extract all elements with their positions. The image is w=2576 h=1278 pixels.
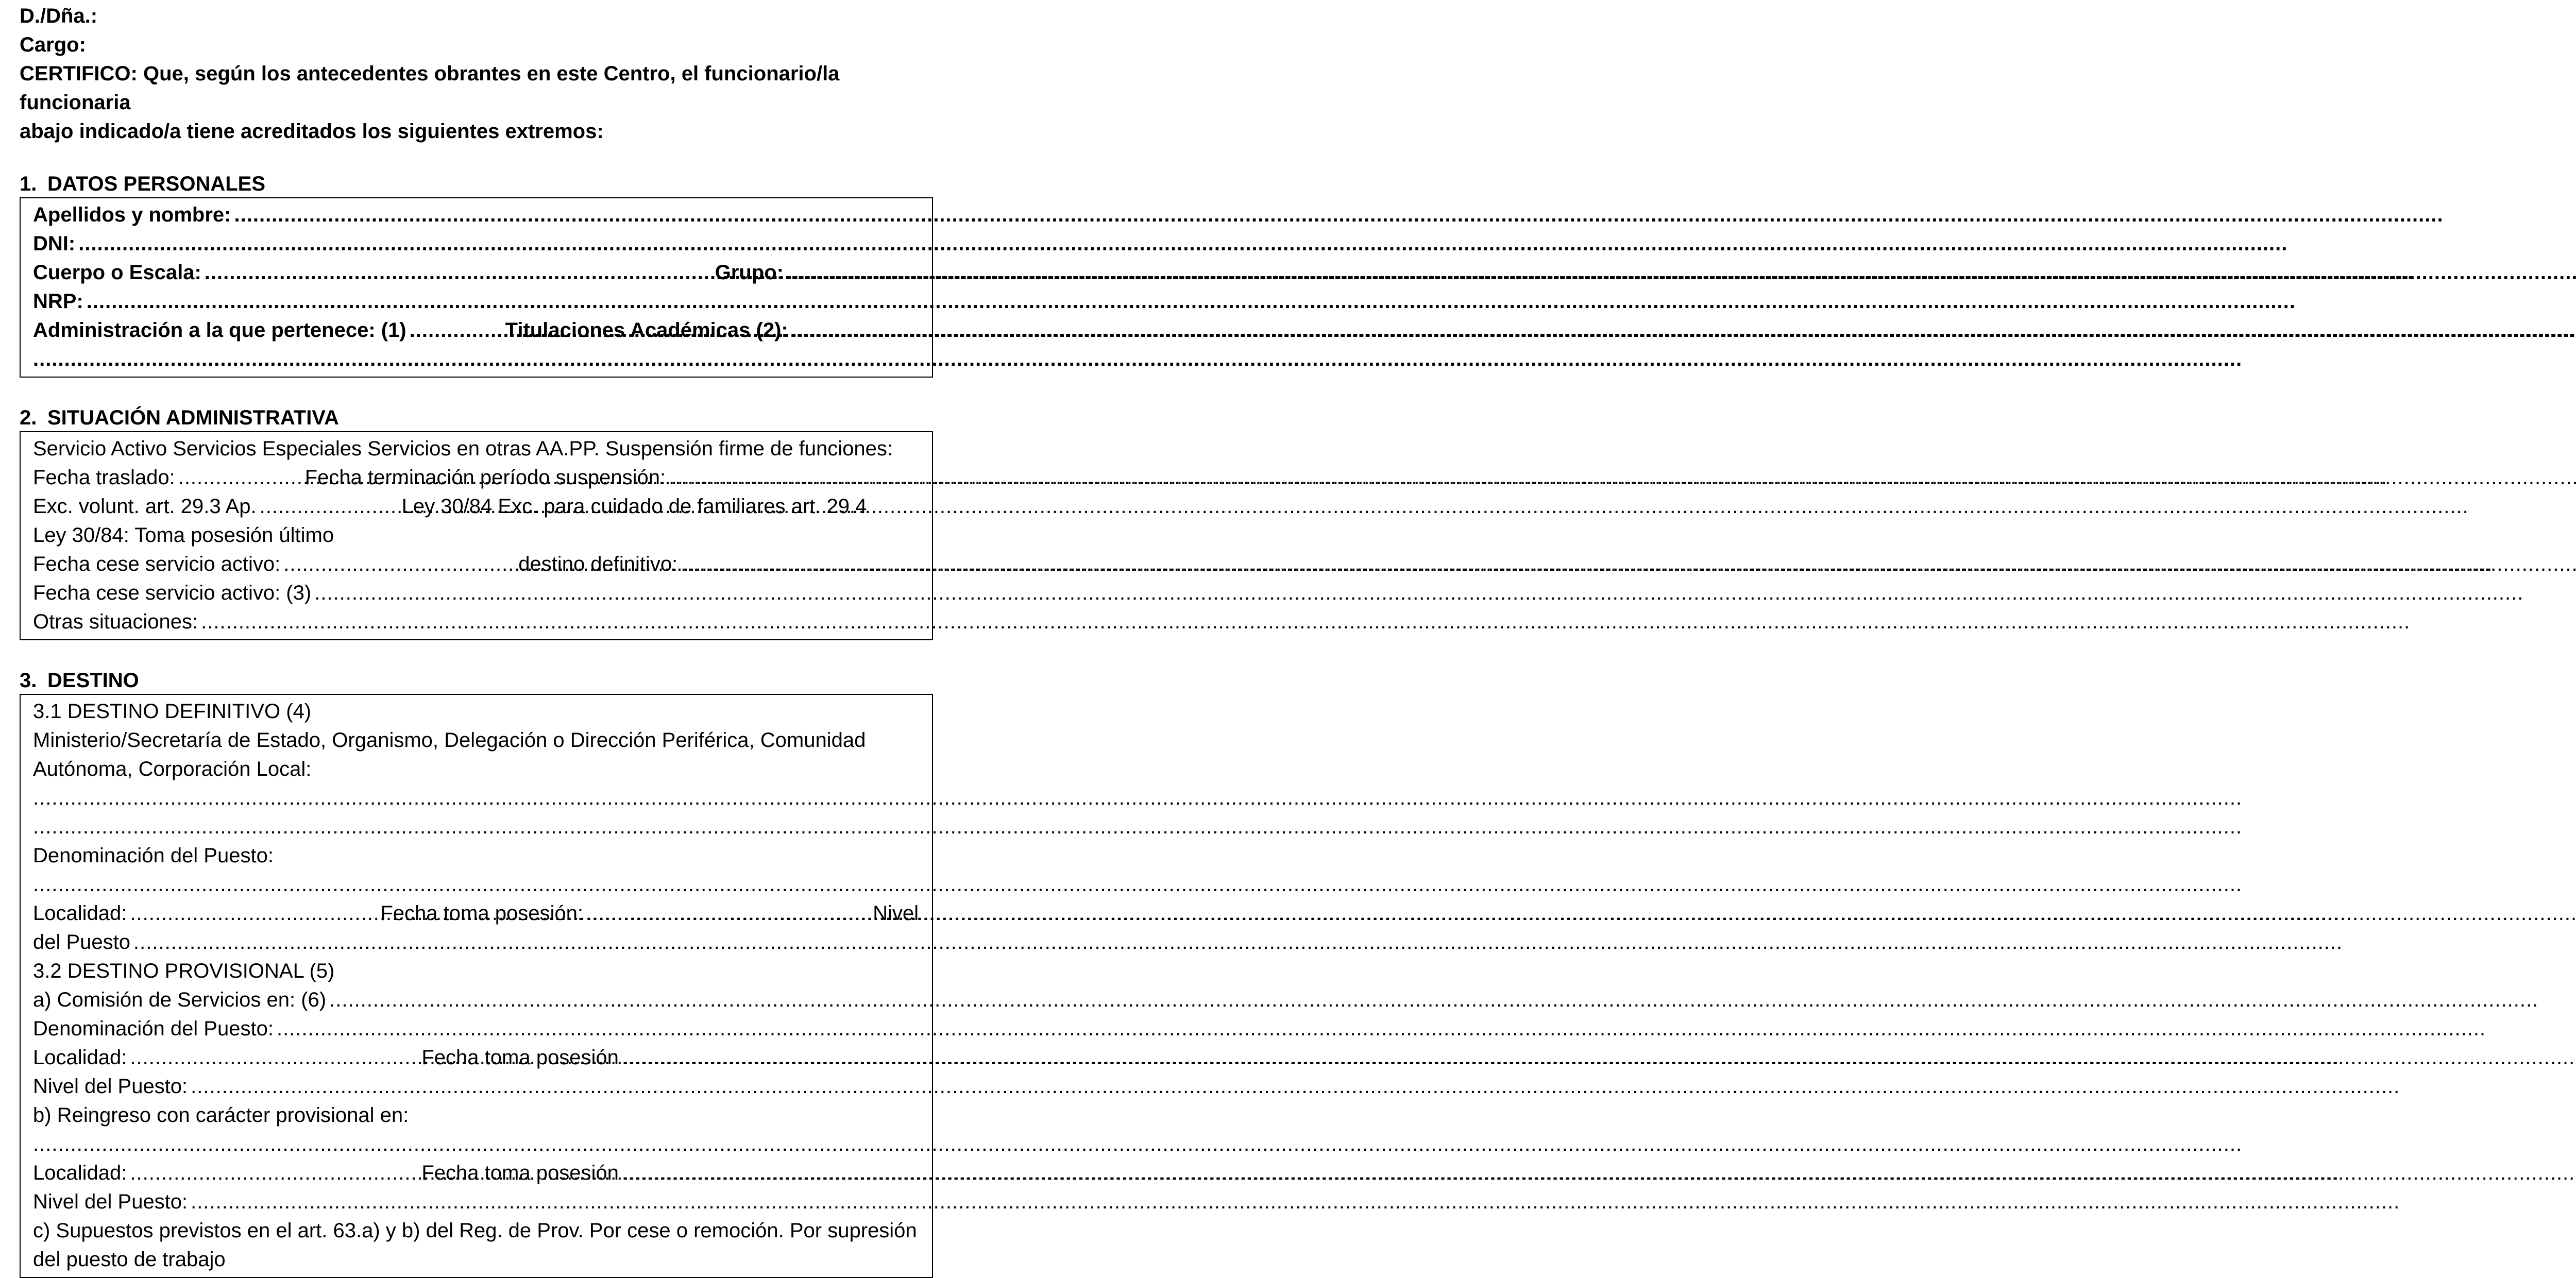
cese-2-row bbox=[33, 578, 919, 607]
nivel-reing-field[interactable] bbox=[191, 1187, 623, 1216]
fecha-toma-def-label: Fecha toma posesión: bbox=[380, 902, 583, 925]
nivel-prov-label: Nivel del Puesto: bbox=[33, 1075, 188, 1098]
fecha-toma-def-field[interactable] bbox=[586, 899, 870, 928]
datos-personales-box bbox=[20, 197, 933, 378]
nivel-prov-row bbox=[33, 1072, 919, 1101]
apellidos-field[interactable] bbox=[234, 200, 916, 229]
nivel-reing-label: Nivel del Puesto: bbox=[33, 1190, 188, 1213]
localidad-prov-field[interactable] bbox=[130, 1043, 418, 1072]
fecha-toma-prov-label: Fecha toma posesión bbox=[421, 1046, 619, 1069]
cese-2-label: Fecha cese servicio activo: (3) bbox=[33, 582, 312, 604]
cese-1-field[interactable] bbox=[283, 550, 515, 578]
destino-definitivo-title: 3.1 DESTINO DEFINITIVO (4) bbox=[33, 700, 312, 723]
administracion-row bbox=[33, 316, 919, 345]
administracion-field[interactable] bbox=[410, 316, 502, 345]
nivel-reing-row bbox=[33, 1187, 919, 1216]
denominacion-prov-label: Denominación del Puesto: bbox=[33, 1017, 274, 1040]
certifico-line-1: CERTIFICO: Que, según los antecedentes obrantes en este Centro, el funcionario/la funcionaria bbox=[20, 62, 840, 114]
nrp-label: NRP: bbox=[33, 290, 83, 313]
grupo-label: Grupo: bbox=[715, 261, 784, 284]
situacion-administrativa-box bbox=[20, 431, 933, 640]
ley-toma-label: Ley 30/84: Toma posesión último bbox=[33, 524, 334, 547]
destino-definitivo-label: destino definitivo: bbox=[518, 553, 678, 575]
cuerpo-label: Cuerpo o Escala: bbox=[33, 261, 201, 284]
dni-row bbox=[33, 229, 919, 258]
fecha-toma-reing-field[interactable] bbox=[622, 1158, 916, 1187]
cese-1-label: Fecha cese servicio activo: bbox=[33, 553, 281, 575]
nrp-row bbox=[33, 287, 919, 316]
ministerio-field-1[interactable] bbox=[33, 783, 916, 812]
traslado-row bbox=[33, 463, 919, 492]
section-3-number: 3. bbox=[20, 669, 37, 692]
apellidos-label: Apellidos y nombre: bbox=[33, 203, 231, 226]
fecha-toma-prov-field[interactable] bbox=[622, 1043, 916, 1072]
section-1-title: DATOS PERSONALES bbox=[47, 173, 266, 195]
cargo-label: Cargo: bbox=[20, 33, 86, 56]
denominacion-field[interactable] bbox=[33, 870, 916, 899]
comision-label: a) Comisión de Servicios en: (6) bbox=[33, 989, 327, 1011]
destino-definitivo-field[interactable] bbox=[681, 550, 916, 578]
reingreso-label: b) Reingreso con carácter provisional en: bbox=[33, 1104, 409, 1127]
situaciones-row bbox=[33, 434, 919, 463]
section-2-number: 2. bbox=[20, 406, 37, 429]
nrp-field[interactable] bbox=[87, 287, 916, 316]
section-3-heading bbox=[20, 667, 933, 694]
otras-label: Otras situaciones: bbox=[33, 610, 198, 633]
otras-row bbox=[33, 607, 919, 636]
dni-label: DNI: bbox=[33, 232, 76, 255]
ley-toma-row bbox=[33, 521, 919, 550]
traslado-field[interactable] bbox=[178, 463, 302, 492]
localidad-reing-field[interactable] bbox=[130, 1158, 418, 1187]
destino-provisional-title-row bbox=[33, 957, 919, 985]
grupo-field[interactable] bbox=[787, 258, 916, 287]
section-2-heading bbox=[20, 404, 933, 431]
denominacion-row bbox=[33, 841, 919, 870]
section-1-heading bbox=[20, 171, 933, 197]
cuerpo-row bbox=[33, 258, 919, 287]
comision-field[interactable] bbox=[329, 985, 916, 1014]
denominacion-prov-field[interactable] bbox=[277, 1014, 916, 1043]
denominacion-field-row bbox=[33, 870, 919, 899]
destino-box bbox=[20, 694, 933, 1278]
ministerio-row-1 bbox=[33, 783, 919, 812]
supuestos-text: c) Supuestos previstos en el art. 63.a) y b) del Reg. de Prov. Por cese o remoción. Por supresión del puesto de trabajo bbox=[33, 1219, 917, 1271]
administracion-label: Administración a la que pertenece: (1) bbox=[33, 319, 406, 342]
comision-row bbox=[33, 985, 919, 1014]
del-puesto-row bbox=[33, 928, 919, 957]
exc-volunt-field[interactable] bbox=[260, 492, 399, 521]
section-3-title: DESTINO bbox=[47, 669, 139, 692]
terminacion-field[interactable] bbox=[669, 463, 916, 492]
destino-provisional-title: 3.2 DESTINO PROVISIONAL (5) bbox=[33, 960, 335, 982]
localidad-reing-label: Localidad: bbox=[33, 1162, 127, 1184]
titulaciones-field[interactable] bbox=[791, 316, 916, 345]
denominacion-label: Denominación del Puesto: bbox=[33, 844, 274, 867]
certificate-page bbox=[0, 0, 953, 1271]
destino-definitivo-title-row bbox=[33, 697, 919, 726]
localidad-def-row bbox=[33, 899, 919, 928]
cese-1-row bbox=[33, 550, 919, 578]
certifico-line-2: abajo indicado/a tiene acreditados los siguientes extremos: bbox=[20, 120, 604, 143]
ministerio-field-2[interactable] bbox=[33, 812, 916, 841]
titulaciones-field-2[interactable] bbox=[33, 345, 916, 373]
otras-field[interactable] bbox=[201, 607, 916, 636]
section-1-number: 1. bbox=[20, 173, 37, 195]
apellidos-row bbox=[33, 200, 919, 229]
localidad-prov-label: Localidad: bbox=[33, 1046, 127, 1069]
nivel-label: Nivel bbox=[873, 902, 919, 925]
reingreso-row bbox=[33, 1101, 919, 1130]
nivel-def-field[interactable] bbox=[133, 928, 376, 957]
del-puesto-label: del Puesto bbox=[33, 931, 131, 953]
fecha-toma-reing-label: Fecha toma posesión bbox=[421, 1162, 619, 1184]
cuerpo-field[interactable] bbox=[205, 258, 712, 287]
nivel-prov-field[interactable] bbox=[191, 1072, 623, 1101]
titulaciones-label: Titulaciones Académicas (2): bbox=[505, 319, 788, 342]
localidad-reing-row bbox=[33, 1158, 919, 1187]
denominacion-prov-row bbox=[33, 1014, 919, 1043]
exc-volunt-row bbox=[33, 492, 919, 521]
ley-cuidado-label: Ley 30/84 Exc. para cuidado de familiares art. 29.4 bbox=[401, 495, 867, 518]
section-2-title: SITUACIÓN ADMINISTRATIVA bbox=[47, 406, 339, 429]
terminacion-label: Fecha terminación período suspensión: bbox=[304, 466, 666, 489]
localidad-def-label: Localidad: bbox=[33, 902, 127, 925]
situaciones-text: Servicio Activo Servicios Especiales Servicios en otras AA.PP. Suspensión firme de funciones: bbox=[33, 437, 893, 460]
localidad-def-field[interactable] bbox=[130, 899, 377, 928]
ministerio-text: Ministerio/Secretaría de Estado, Organismo, Delegación o Dirección Periférica, Comunidad Autónoma, Corporación Local: bbox=[33, 729, 866, 780]
localidad-prov-row bbox=[33, 1043, 919, 1072]
ministerio-row-2 bbox=[33, 812, 919, 841]
exc-volunt-label: Exc. volunt. art. 29.3 Ap. bbox=[33, 495, 257, 518]
dni-field[interactable] bbox=[78, 229, 916, 258]
dona-label: D./Dña.: bbox=[20, 5, 98, 27]
cese-2-field[interactable] bbox=[314, 578, 916, 607]
traslado-label: Fecha traslado: bbox=[33, 466, 175, 489]
certificate-intro bbox=[20, 0, 933, 146]
reingreso-field-row bbox=[33, 1130, 919, 1158]
titulaciones-continuation-row bbox=[33, 345, 919, 373]
reingreso-field[interactable] bbox=[33, 1130, 916, 1158]
